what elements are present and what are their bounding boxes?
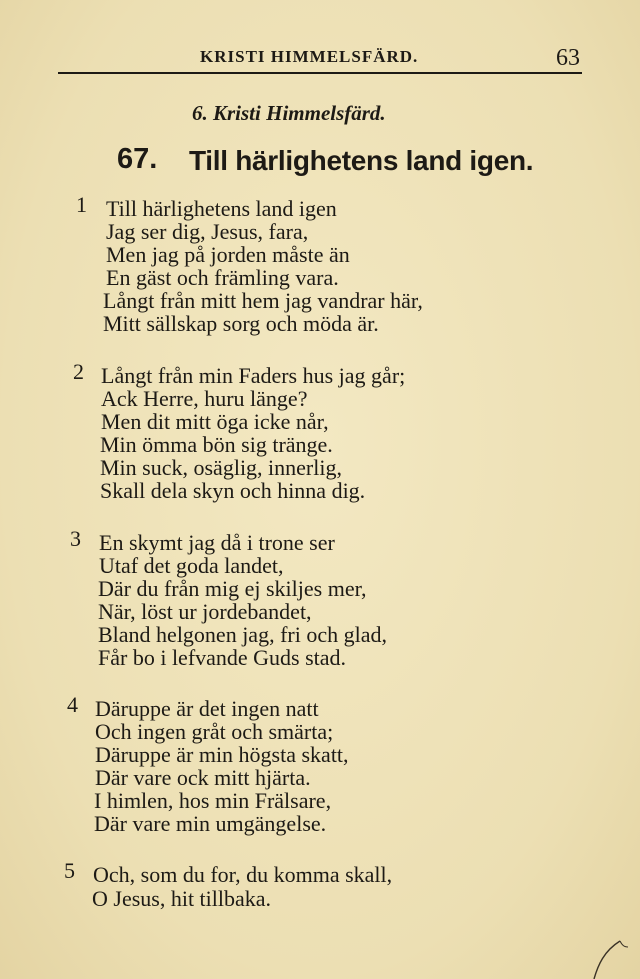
verse-line: En skymt jag då i trone ser: [99, 530, 335, 555]
verse-line: Och, som du for, du komma skall,: [93, 862, 393, 887]
verse-line: Där vare ock mitt hjärta.: [95, 765, 311, 790]
verse-line: När, löst ur jordebandet,: [98, 599, 312, 624]
verse-line: Där vare min umgängelse.: [94, 811, 327, 836]
verse-line: I himlen, hos min Frälsare,: [94, 788, 332, 813]
verse-line: Jag ser dig, Jesus, fara,: [106, 219, 309, 244]
verse-line: Mitt sällskap sorg och möda är.: [103, 311, 379, 336]
verse-line: Min suck, osäglig, innerlig,: [100, 455, 342, 480]
stanza-number: 4: [67, 692, 78, 717]
verse-line: Där du från mig ej skiljes mer,: [98, 576, 367, 601]
running-head: KRISTI HIMMELSFÄRD.: [200, 47, 419, 66]
hymn-number: 67.: [117, 143, 158, 175]
verse-line: Och ingen gråt och smärta;: [95, 719, 334, 744]
verse-line: Skall dela skyn och hinna dig.: [100, 478, 366, 503]
verse-line: Ack Herre, huru länge?: [101, 386, 308, 411]
stanza-number: 3: [70, 526, 81, 551]
page-number: 63: [556, 45, 580, 71]
verse-line: En gäst och främling vara.: [106, 265, 339, 290]
verse-line: Till härlighetens land igen: [106, 196, 337, 221]
stanza-number: 5: [64, 858, 75, 883]
verse-line: Men dit mitt öga icke når,: [101, 409, 329, 434]
hymn-title: Till härlighetens land igen.: [189, 145, 534, 176]
stanza-number: 2: [73, 359, 84, 384]
verse-line: O Jesus, hit tillbaka.: [92, 886, 272, 911]
verse-line: Men jag på jorden måste än: [106, 242, 350, 267]
verse-line: Långt från min Faders hus jag går;: [101, 363, 406, 388]
page-corner-curl: [590, 935, 630, 979]
verse-line: Bland helgonen jag, fri och glad,: [98, 622, 387, 647]
verse-line: Utaf det goda landet,: [99, 553, 284, 578]
stanza-number: 1: [76, 192, 87, 217]
verse-line: Långt från mitt hem jag vandrar här,: [103, 288, 423, 313]
verse-line: Däruppe är min högsta skatt,: [95, 742, 349, 767]
header-rule: [58, 72, 582, 74]
verse-line: Min ömma bön sig tränge.: [100, 432, 333, 457]
verse-line: Däruppe är det ingen natt: [95, 696, 319, 721]
section-title: 6. Kristi Himmelsfärd.: [192, 101, 386, 125]
verse-line: Får bo i lefvande Guds stad.: [98, 645, 347, 670]
